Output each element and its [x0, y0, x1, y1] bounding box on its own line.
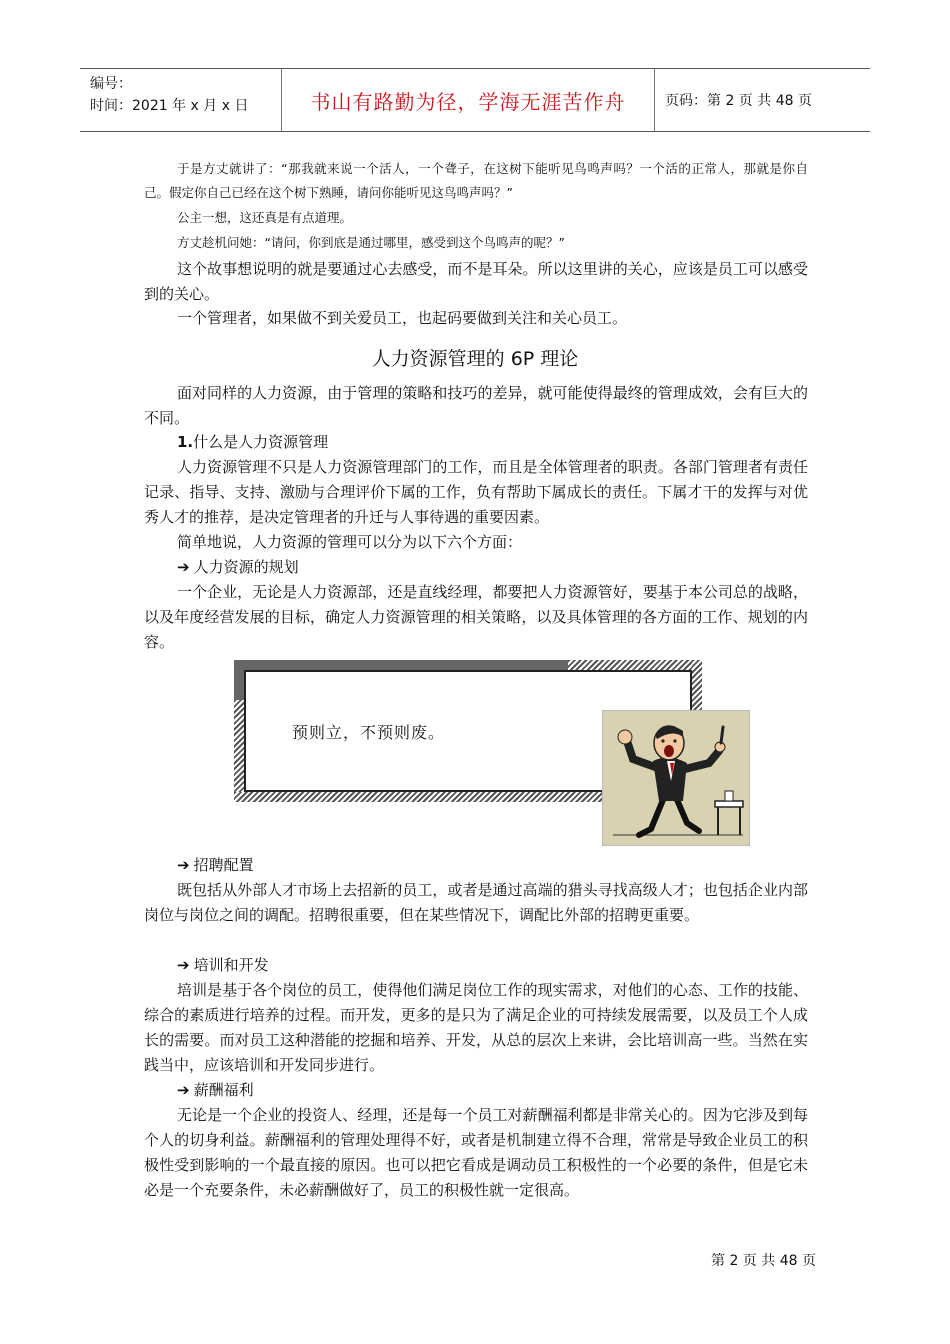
section-title: 人力资源管理的 6P 理论	[371, 348, 579, 370]
subheading-1	[177, 430, 328, 455]
body-paragraph-11: 培训是基于各个岗位的员工，使得他们满足岗位工作的现实需求，对他们的心态、工作的技能、综合的素质进行培养的过程。而开发，更多的是只为了满足企业的可持续发展需要，以及员工个人成长的需要。而对员工这种潜能的挖掘和培养、开发，从总的层次上来讲，会比培训高一些。当然在实践当中，应该培训和开发同步进行。	[144, 981, 808, 1074]
speaker-cartoon-icon	[603, 711, 749, 845]
illustration-hatch-top	[568, 660, 692, 670]
serial-label: 编号：	[90, 76, 132, 92]
bullet-recruitment	[177, 853, 254, 878]
bullet-label: 培训和开发	[193, 956, 269, 974]
illustration	[234, 660, 750, 845]
header-meta-cell	[80, 69, 281, 131]
illustration-hatch-bottom	[234, 792, 604, 802]
bullet-label: 薪酬福利	[193, 1081, 254, 1099]
arrow-icon: ➔	[177, 956, 190, 974]
arrow-icon: ➔	[177, 856, 190, 874]
page-footer: 第 2 页 共 48 页	[711, 1253, 816, 1269]
subheading-number: 1.	[177, 433, 194, 451]
body-paragraph-4: 这个故事想说明的就是要通过心去感受，而不是耳朵。所以这里讲的关心，应该是员工可以感受到的关心。	[144, 260, 808, 303]
header-motto-cell	[281, 69, 655, 131]
bullet-training	[177, 953, 269, 978]
page-header	[80, 68, 870, 132]
arrow-icon: ➔	[177, 558, 190, 576]
body-paragraph-9: 一个企业，无论是人力资源部，还是直线经理，都要把人力资源管好，要基于本公司总的战略，以及年度经营发展的目标，确定人力资源管理的相关策略，以及具体管理的各方面的工作、规划的内容。	[144, 583, 808, 651]
body-paragraph-10: 既包括从外部人才市场上去招新的员工，或者是通过高端的猎头寻找高级人才；也包括企业内部岗位与岗位之间的调配。招聘很重要，但在某些情况下，调配比外部的招聘更重要。	[144, 881, 808, 924]
body-paragraph-12: 无论是一个企业的投资人、经理，还是每一个员工对薪酬福利都是非常关心的。因为它涉及到每个人的切身利益。薪酬福利的管理处理得不好，或者是机制建立得不合理，常常是导致企业员工的积极性受到影响的一个最直接的原因。也可以把它看成是调动员工积极性的一个必要的条件，但是它未必是一个充要条件，未必薪酬做好了，员工的积极性就一定很高。	[144, 1106, 808, 1199]
bullet-planning	[177, 555, 299, 580]
bullet-label: 人力资源的规划	[193, 558, 299, 576]
bullet-label: 招聘配置	[193, 856, 254, 874]
header-page-cell	[655, 69, 870, 131]
bullet-compensation	[177, 1078, 254, 1103]
body-paragraph-7: 人力资源管理不只是人力资源管理部门的工作，而且是全体管理者的职责。各部门管理者有责任记录、指导、支持、激励与合理评价下属的工作，负有帮助下属成长的责任。下属才干的发挥与对优秀人才的推荐，是决定管理者的升迁与人事待遇的重要因素。	[144, 458, 808, 526]
body-paragraph-6: 面对同样的人力资源，由于管理的策略和技巧的差异，就可能使得最终的管理成效，会有巨大的不同。	[144, 384, 808, 427]
speaker-cartoon-image	[602, 710, 750, 846]
arrow-icon: ➔	[177, 1081, 190, 1099]
illustration-hatch-left	[234, 700, 244, 800]
body-paragraph-5: 一个管理者，如果做不到关爱员工，也起码要做到关注和关心员工。	[177, 309, 628, 327]
subheading-text: 什么是人力资源管理	[193, 433, 329, 451]
story-paragraph-1: 于是方丈就讲了：“那我就来说一个活人，一个聋子，在这树下能听见鸟鸣声吗？一个活的正常人，那就是你自己。假定你自己已经在这个树下熟睡，请问你能听见这鸟鸣声吗？”	[144, 161, 808, 200]
story-paragraph-2: 公主一想，这还真是有点道理。	[177, 210, 353, 225]
quote-text: 预则立，不预则废。	[292, 723, 446, 742]
motto: 书山有路勤为径，学海无涯苦作舟	[310, 89, 626, 114]
story-paragraph-3: 方丈趁机问她：“请问，你到底是通过哪里，感受到这个鸟鸣声的呢？”	[177, 235, 565, 250]
body-paragraph-8: 简单地说，人力资源的管理可以分为以下六个方面：	[177, 533, 523, 551]
time-label: 时间：2021 年 x 月 x 日	[90, 98, 249, 114]
page-code: 页码：第 2 页 共 48 页	[665, 93, 812, 109]
illustration-hatch-right	[692, 660, 702, 710]
